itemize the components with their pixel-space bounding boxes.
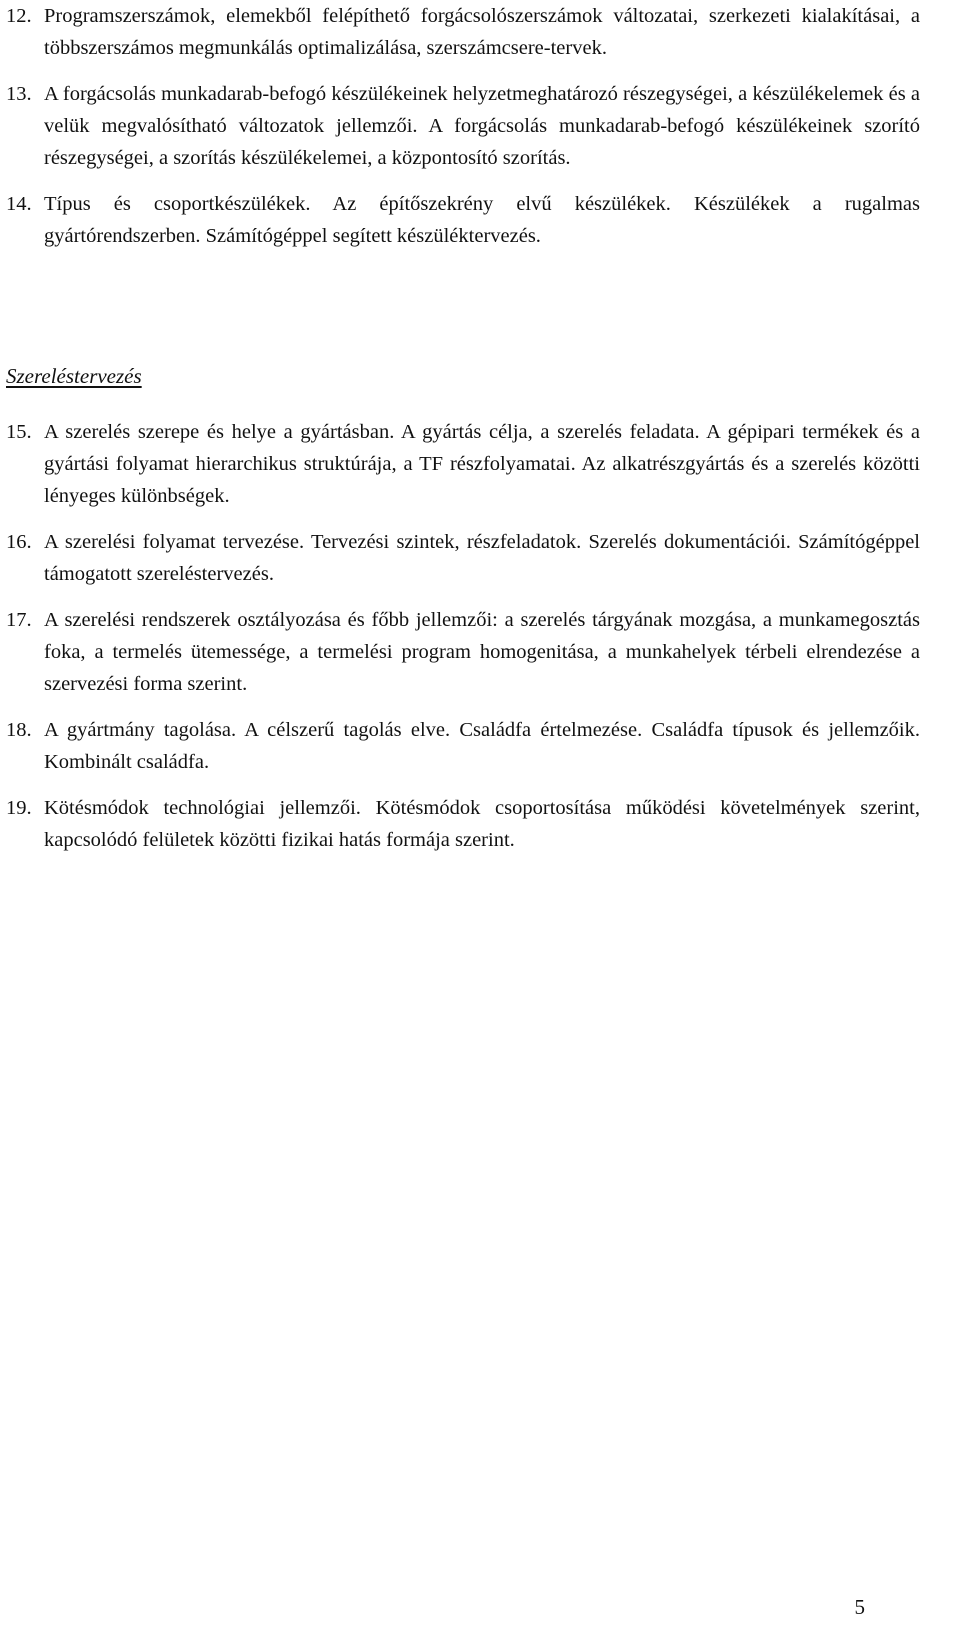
item-text: A szerelési rendszerek osztályozása és főbb jellemzői: a szerelés tárgyának mozgása, a munkamegosztás foka, a termelés ütemessége, a termelési program homogenitása, a munkahelyek térbeli elrendezése a szervezési forma szerint. [44,609,920,695]
item-text: A szerelési folyamat tervezése. Tervezési szintek, részfeladatok. Szerelés dokumentációi. Számítógéppel támogatott szereléstervezés. [44,531,920,585]
item-number: 16. [6,531,32,553]
list-item [6,0,920,64]
list-item [6,78,920,174]
topic-list-machining [6,0,920,266]
item-number: 18. [6,719,32,741]
item-text: Kötésmódok technológiai jellemzői. Kötésmódok csoportosítása működési követelmények szerint, kapcsolódó felületek közötti fizikai hatás formája szerint. [44,797,920,851]
list-item [6,416,920,512]
topic-list-assembly [6,416,920,870]
item-number: 19. [6,797,32,819]
list-item [6,792,920,856]
item-number: 15. [6,421,32,443]
item-text: A forgácsolás munkadarab-befogó készülékeinek helyzetmeghatározó részegységei, a készülékelemek és a velük megvalósítható változatok jellemzői. A forgácsolás munkadarab-befogó készülékeinek szorító részegységei, a szorítás készülékelemei, a központosító szorítás. [44,83,920,169]
page-number: 5 [854,1595,865,1619]
item-text: A gyártmány tagolása. A célszerű tagolás elve. Családfa értelmezése. Családfa típusok és jellemzőik. Kombinált családfa. [44,719,920,773]
list-item [6,188,920,252]
item-number: 13. [6,83,32,105]
item-number: 14. [6,193,32,215]
list-item [6,714,920,778]
item-text: Típus és csoportkészülékek. Az építőszekrény elvű készülékek. Készülékek a rugalmas gyártórendszerben. Számítógéppel segített készüléktervezés. [44,193,920,247]
list-item [6,604,920,700]
item-number: 12. [6,5,32,27]
item-number: 17. [6,609,32,631]
section-heading: Szereléstervezés [6,364,142,388]
item-text: Programszerszámok, elemekből felépíthető forgácsolószerszámok változatai, szerkezeti kialakításai, a többszerszámos megmunkálás optimalizálása, szerszámcsere-tervek. [44,5,920,59]
item-text: A szerelés szerepe és helye a gyártásban. A gyártás célja, a szerelés feladata. A gépipari termékek és a gyártási folyamat hierarchikus struktúrája, a TF részfolyamatai. Az alkatrészgyártás és a szerelés közötti lényeges különbségek. [44,421,920,507]
list-item [6,526,920,590]
